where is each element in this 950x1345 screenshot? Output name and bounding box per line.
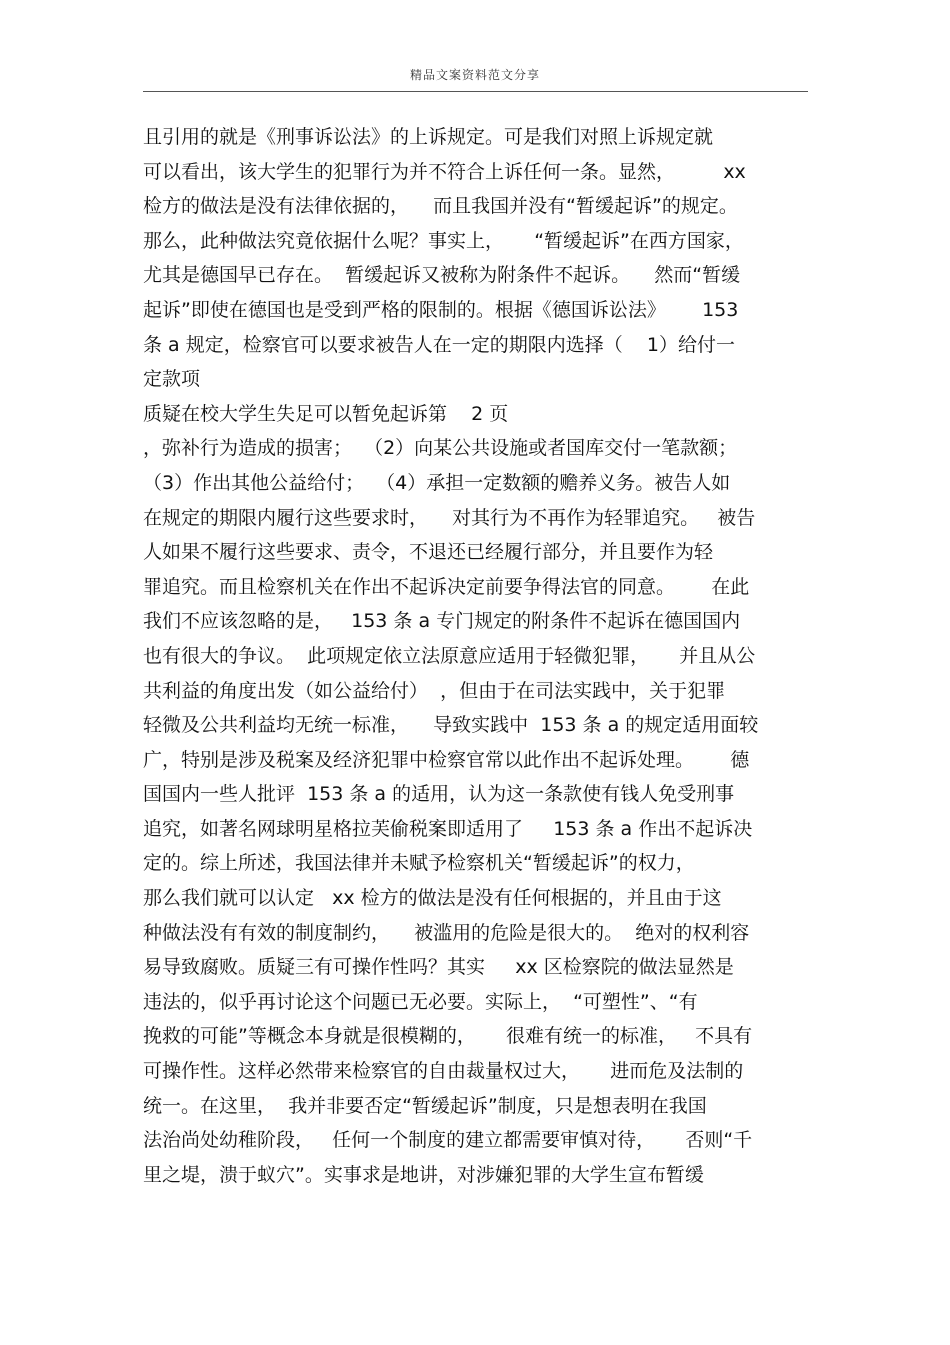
text-line: （3）作出其他公益给付； （4）承担一定数额的赡养义务。被告人如 [143,471,731,494]
text-line: 起诉”即使在德国也是受到严格的限制的。根据《德国诉讼法》 153 [143,298,739,321]
text-line: ，弥补行为造成的损害； （2）向某公共设施或者国库交付一笔款额； [143,437,738,460]
text-line: 违法的，似乎再讨论这个问题已无必要。实际上， “可塑性”、“有 [143,990,698,1013]
text-line: 且引用的就是《刑事诉讼法》的上诉规定。可是我们对照上诉规定就 [143,126,714,148]
text-line: 种做法没有有效的制度制约， 被滥用的危险是很大的。 绝对的权利容 [143,921,750,944]
text-line: 共利益的角度出发（如公益给付） ，但由于在司法实践中，关于犯罪 [143,679,726,702]
text-line: 定款项 [143,368,201,391]
text-line: 定的。综上所述，我国法律并未赋予检察机关“暂缓起诉”的权力， [143,852,695,875]
text-line: 也有很大的争议。 此项规定依立法原意应适用于轻微犯罪， 并且从公 [143,644,756,667]
header-divider [143,91,808,92]
page-header: 精品文案资料范文分享 [409,68,540,82]
text-line: 追究，如著名网球明星格拉芙偷税案即适用了 153 条 a 作出不起诉决 [143,817,753,840]
text-line: 检方的做法是没有法律依据的， 而且我国并没有“暂缓起诉”的规定。 [143,195,738,218]
text-line: 法治尚处幼稚阶段， 任何一个制度的建立都需要审慎对待， 否则“千 [143,1129,753,1152]
text-line: 条 a 规定，检察官可以要求被告人在一定的期限内选择（ 1）给付一 [143,333,735,356]
text-line: 尤其是德国早已存在。 暂缓起诉又被称为附条件不起诉。 然而“暂缓 [143,264,741,287]
text-line: 挽救的可能”等概念本身就是很模糊的， 很难有统一的标准， 不具有 [143,1025,753,1048]
text-line: 轻微及公共利益均无统一标准， 导致实践中 153 条 a 的规定适用面较 [143,714,759,737]
text-line: 人如果不履行这些要求、责令，不退还已经履行部分，并且要作为轻 [143,541,714,564]
text-line: 可操作性。这样必然带来检察官的自由裁量权过大， 进而危及法制的 [143,1060,744,1083]
text-line: 罪追究。而且检察机关在作出不起诉决定前要争得法官的同意。 在此 [143,575,750,598]
text-line: 那么，此种做法究竟依据什么呢？事实上， “暂缓起诉”在西方国家， [143,229,744,252]
text-line: 那么我们就可以认定 xx 检方的做法是没有任何根据的，并且由于这 [143,887,722,910]
text-line: 统一。在这里， 我并非要否定“暂缓起诉”制度，只是想表明在我国 [143,1094,707,1117]
text-line: 广，特别是涉及税案及经济犯罪中检察官常以此作出不起诉处理。 德 [143,748,750,771]
text-line: 在规定的期限内履行这些要求时， 对其行为不再作为轻罪追究。 被告 [143,506,756,529]
text-line: 易导致腐败。质疑三有可操作性吗？其实 xx 区检察院的做法显然是 [143,956,734,979]
text-line: 国国内一些人批评 153 条 a 的适用，认为这一条款使有钱人免受刑事 [143,783,735,806]
text-line: 我们不应该忽略的是， 153 条 a 专门规定的附条件不起诉在德国国内 [143,610,741,633]
text-line: 里之堤，溃于蚁穴”。实事求是地讲，对涉嫌犯罪的大学生宣布暂缓 [143,1163,704,1186]
text-line: 可以看出，该大学生的犯罪行为并不符合上诉任何一条。显然， xx [143,160,746,183]
document-body [143,120,823,1192]
page-footer-title: 质疑在校大学生失足可以暂免起诉第 2 页 [143,402,509,425]
